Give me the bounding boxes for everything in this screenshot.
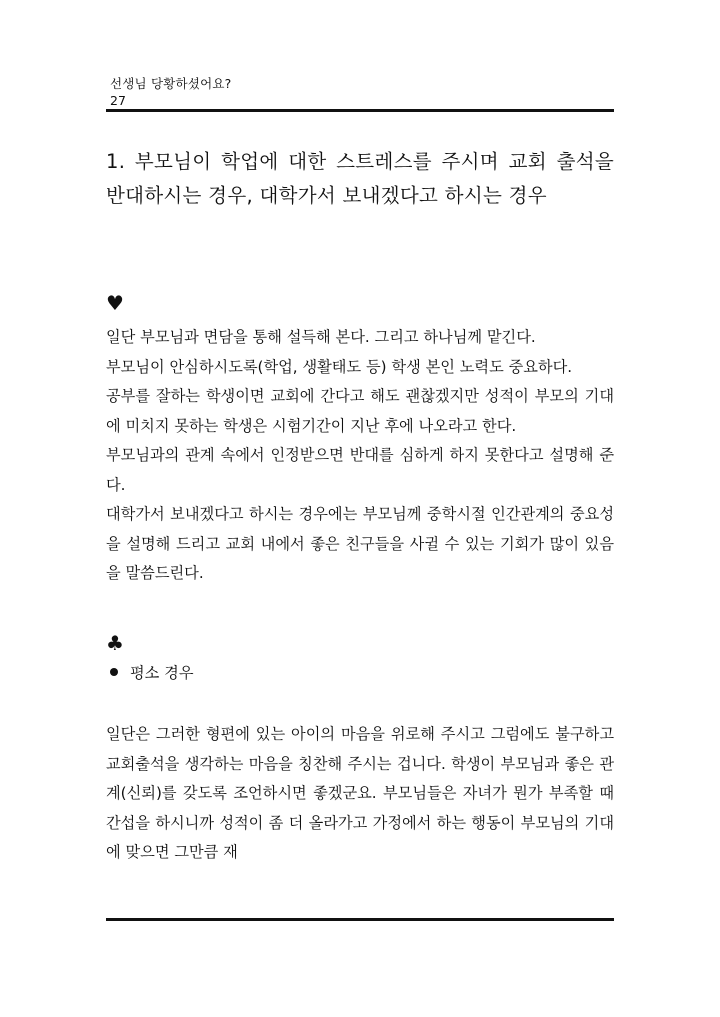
paragraph: 공부를 잘하는 학생이면 교회에 간다고 해도 괜찮겠지만 성적이 부모의 기대에 미치지 못하는 학생은 시험기간이 지난 후에 나오라고 한다. (106, 387, 614, 435)
page-number: 27 (110, 93, 126, 108)
section-heading: 1. 부모님이 학업에 대한 스트레스를 주시며 교회 출석을 반대하시는 경우, 대학가서 보내겠다고 하시는 경우 (106, 150, 614, 207)
paragraph: 부모님과의 관계 속에서 인정받으면 반대를 심하게 하지 못한다고 설명해 준다. (106, 446, 614, 494)
footer-rule (106, 918, 614, 921)
bullet-label: 평소 경우 (130, 663, 194, 682)
paragraph: 일단 부모님과 면담을 통해 설득해 본다. 그리고 하나님께 맡긴다. (106, 328, 536, 346)
header-rule (106, 109, 614, 112)
bullet-icon (110, 668, 118, 676)
club-icon: ♣ (106, 630, 124, 655)
running-title: 선생님 당황하셨어요? (110, 76, 232, 91)
page-header (110, 75, 615, 109)
page-body (106, 145, 614, 868)
heart-icon: ♥ (106, 291, 124, 315)
paragraph: 부모님이 안심하시도록(학업, 생활태도 등) 학생 본인 노력도 중요하다. (106, 357, 573, 376)
bullet-item (106, 659, 614, 689)
paragraph: 대학가서 보내겠다고 하시는 경우에는 부모님께 중학시절 인간관계의 중요성을 설명해 드리고 교회 내에서 좋은 친구들을 사귈 수 있는 기회가 많이 있음을 말씀드린다. (106, 505, 614, 582)
paragraph: 일단은 그러한 형편에 있는 아이의 마음을 위로해 주시고 그럼에도 불구하고 교회출석을 생각하는 마음을 칭찬해 주시는 겁니다. 학생이 부모님과 좋은 관계(신뢰)를 갖도록 조언하시면 좋겠군요. 부모님들은 자녀가 뭔가 부족할 때 간섭을 하시니까 성적이 좀 더 올라가고 가정에서 하는 행동이 부모님의 기대에 맞으면 그만큼 재 (106, 725, 614, 861)
